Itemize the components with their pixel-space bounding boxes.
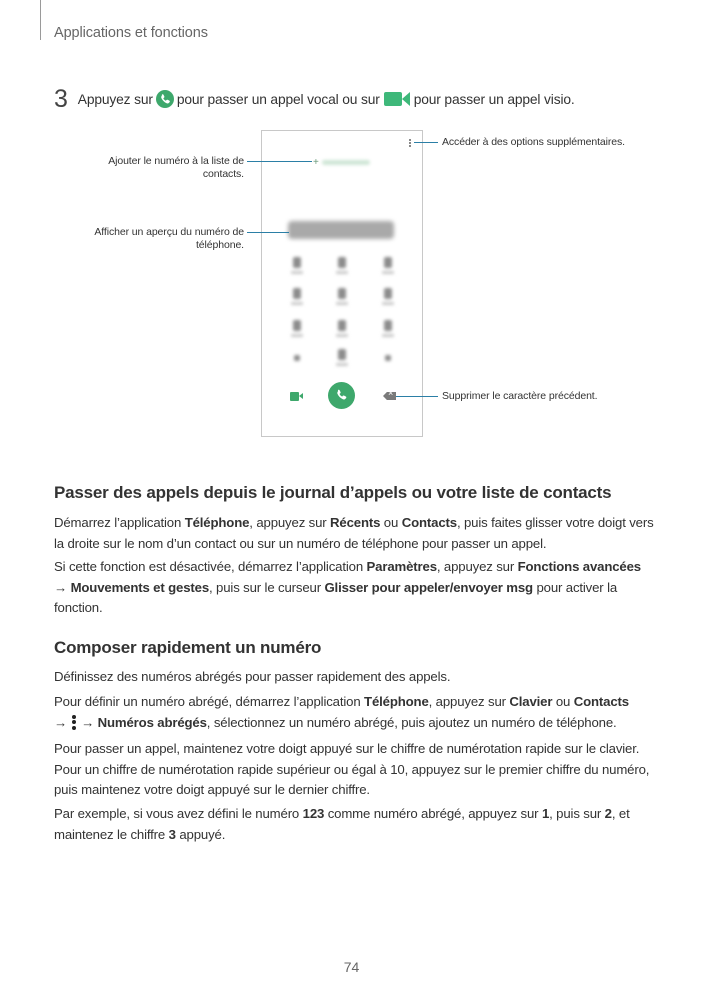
dial-key-star[interactable] <box>290 355 304 377</box>
bold-term: Contacts <box>573 694 629 709</box>
paragraph-speed-dial-1: Définissez des numéros abrégés pour passer rapidement des appels. <box>54 669 451 684</box>
number-preview-field <box>288 221 394 239</box>
video-call-button[interactable] <box>290 392 304 401</box>
bold-term: 3 <box>168 826 176 842</box>
text: comme numéro abrégé, appuyez sur <box>324 806 542 821</box>
step-text-1: Appuyez sur <box>77 91 153 107</box>
bold-term: 123 <box>302 806 325 821</box>
text: pour activer la fonction. <box>54 579 618 615</box>
bold-term: Glisser pour appeler/envoyer msg <box>324 579 533 595</box>
text: Pour définir un numéro abrégé, démarrez l’application <box>54 694 365 709</box>
dial-key[interactable] <box>381 288 395 310</box>
dial-key[interactable] <box>290 288 304 310</box>
dial-key[interactable] <box>290 257 304 279</box>
dial-key[interactable] <box>381 257 395 279</box>
paragraph-speed-dial-3: Pour passer un appel, maintenez votre doigt appuyé sur le chiffre de numérotation rapide sur le clavier. Pour un chiffre de numérotation rapide supérieur ou égal à 10, appuyez sur le premier chiffre du numéro, puis maintenez votre doigt appuyé sur le dernier chiffre. <box>54 741 650 797</box>
bold-term: Récents <box>330 515 381 530</box>
callout-delete-char: Supprimer le caractère précédent. <box>442 390 598 402</box>
callout-line-add-contact <box>247 161 312 162</box>
header-rule <box>40 0 41 40</box>
text: , puis faites glisser votre doigt vers la droite sur le nom d’un contact ou sur un numéro de téléphone pour passer un appel. <box>54 515 654 551</box>
step-text-2: pour passer un appel vocal ou sur <box>176 91 380 107</box>
chapter-title: Applications et fonctions <box>54 25 208 41</box>
callout-line-preview-number <box>247 232 289 233</box>
dial-key-zero[interactable] <box>335 349 349 371</box>
callout-line-delete <box>396 396 438 397</box>
arrow: → <box>54 714 71 730</box>
paragraph-speed-dial-4 <box>54 804 654 845</box>
bold-term: Téléphone <box>184 515 250 530</box>
add-contact-label-blurred <box>322 160 370 165</box>
text: , puis sur le curseur <box>209 579 325 595</box>
dial-key[interactable] <box>335 257 349 279</box>
text: Démarrez l’application <box>54 515 185 530</box>
section-heading-speed-dial: Composer rapidement un numéro <box>54 638 322 657</box>
callout-add-contact: Ajouter le numéro à la liste de contacts. <box>108 155 244 180</box>
page-number: 74 <box>343 959 360 975</box>
dial-key-hash[interactable] <box>381 355 395 377</box>
bold-term: Fonctions avancées <box>517 559 641 574</box>
callout-line-more-options <box>414 142 438 143</box>
bold-term: Clavier <box>509 694 553 709</box>
text: Si cette fonction est désactivée, démarrez l’application <box>54 559 367 574</box>
paragraph-speed-dial-2 <box>54 692 654 733</box>
bold-term: Téléphone <box>364 694 429 709</box>
text: ou <box>380 515 402 530</box>
video-camera-icon <box>384 91 410 107</box>
step-3 <box>54 86 575 112</box>
arrow: → <box>54 579 71 595</box>
voice-call-button[interactable] <box>328 382 355 409</box>
more-options-icon <box>72 715 77 730</box>
text: Par exemple, si vous avez défini le numéro <box>54 806 303 821</box>
text: ou <box>552 694 574 709</box>
step-text-3: pour passer un appel visio. <box>413 91 575 107</box>
bold-term: Contacts <box>401 515 457 530</box>
section-heading-call-log: Passer des appels depuis le journal d’appels ou votre liste de contacts <box>54 483 612 502</box>
dial-key[interactable] <box>290 320 304 342</box>
dialer-screenshot <box>261 130 423 437</box>
bold-term: Numéros abrégés <box>97 714 207 730</box>
bold-term: Paramètres <box>366 559 437 574</box>
dial-key[interactable] <box>335 320 349 342</box>
more-options-icon[interactable] <box>409 139 412 149</box>
arrow: → <box>77 714 98 730</box>
add-contact-icon[interactable]: + <box>313 157 319 168</box>
text: appuyé. <box>175 826 226 842</box>
text: , sélectionnez un numéro abrégé, puis ajoutez un numéro de téléphone. <box>206 714 617 730</box>
text: , appuyez sur <box>428 694 510 709</box>
bold-term: 2 <box>604 806 612 821</box>
step-number: 3 <box>54 85 68 113</box>
text: , appuyez sur <box>436 559 518 574</box>
bold-term: 1 <box>541 806 550 821</box>
paragraph-call-log-1 <box>54 513 654 554</box>
backspace-icon[interactable] <box>383 392 396 400</box>
callout-preview-number: Afficher un aperçu du numéro de téléphone. <box>94 226 244 251</box>
dial-key[interactable] <box>335 288 349 310</box>
bold-term: Mouvements et gestes <box>70 579 210 595</box>
text: , puis sur <box>549 806 605 821</box>
callout-more-options: Accéder à des options supplémentaires. <box>442 136 625 148</box>
text: , et maintenez le chiffre <box>54 806 630 842</box>
dial-key[interactable] <box>381 320 395 342</box>
text: , appuyez sur <box>249 515 331 530</box>
phone-handset-icon <box>156 90 174 108</box>
paragraph-call-log-2 <box>54 557 654 619</box>
